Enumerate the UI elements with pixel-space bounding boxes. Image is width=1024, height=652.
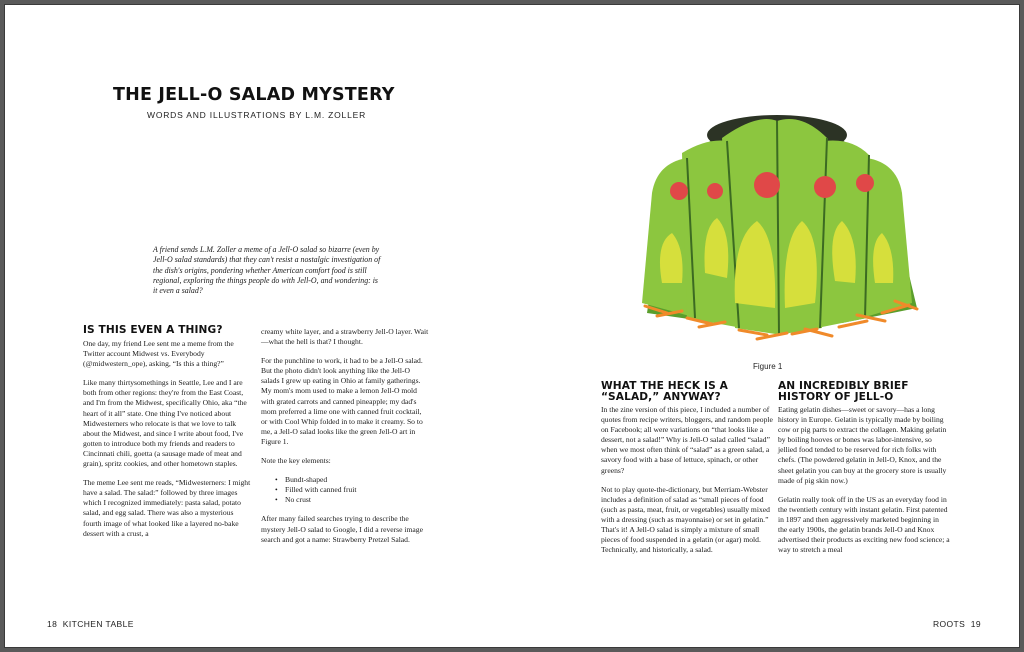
list-item: • No crust — [275, 495, 429, 505]
section-label: KITCHEN TABLE — [62, 619, 134, 629]
figure-caption: Figure 1 — [753, 362, 783, 371]
paragraph: After many failed searches trying to describe the mystery Jell-O salad to Google, I did a reverse image search and got a name: Strawberry Pretzel Salad. — [261, 514, 423, 544]
magazine-spread — [4, 4, 1020, 648]
article-deck: A friend sends L.M. Zoller a meme of a Jell-O salad so bizarre (even by Jell-O salad standards) that they can't resist a nostalgic investigation of the dish's origins, pondering whether American comfort food is still regional, exploring the things people do with Jell-O, and wondering: is it even a salad? — [153, 245, 381, 296]
paragraph: For the punchline to work, it had to be a Jell-O salad. But the photo didn't look anything like the Jell-O salads I grew up eating in Ohio at family gatherings. My mom's mom used to make a lemon Jell-O mold with grated carrots and canned pineapple; my dad's mom preferred a lime one with canned fruit cocktail, or with Cool Whip folded in to make it creamy. So to me, a Jell-O salad looks like the green Jell-O art in Figure 1. — [261, 356, 423, 446]
paragraph: One day, my friend Lee sent me a meme from the Twitter account Midwest vs. Everybody (@midwestern_ope), asking, “Is this a thing?” — [83, 339, 234, 369]
paragraph: Eating gelatin dishes—sweet or savory—has a long history in Europe. Gelatin is typically made by boiling cow or pig parts to extract the collagen. Making gelatin by boiling hooves or bones was labor-intensive, so jellied food tended to be reserved for rich folks with chefs. (The powdered gelatin in Jell-O, Knox, and the sheet gelatin you can buy at the grocery store is usually made of pig skin now.) — [778, 405, 947, 485]
list-item: • Bundt-shaped — [275, 475, 429, 485]
jello-mold-illustration — [627, 103, 927, 347]
list-item: • Filled with canned fruit — [275, 485, 429, 495]
body-column-2 — [261, 327, 429, 554]
left-page-footer — [47, 619, 134, 629]
page-number: 18 — [47, 619, 58, 629]
paragraph: Not to play quote-the-dictionary, but Merriam-Webster includes a definition of salad as “small pieces of food (such as pasta, meat, fruit, or vegetables) usually mixed with a dressing (such as mayonnaise) or set in gelatin.” That's it! A Jell-O salad is simply a mixture of small pieces of food suspended in a gelatin (or agar) mold. Technically, and historically, a salad. — [601, 484, 770, 555]
page-number: 19 — [970, 619, 981, 629]
body-column-3 — [601, 405, 773, 564]
paragraph: In the zine version of this piece, I included a number of quotes from recipe writers, bloggers, and random people on Facebook; all were variations on “that looks like a dessert, not a salad!” Why is Jell-O salad called “salad” when we most often think of “salad” as a green salad, a savory food with a base of lettuce, spinach, or other greens? — [601, 405, 773, 475]
paragraph: Like many thirtysomethings in Seattle, Lee and I are both from other regions: they're from the East Coast, and I'm from the Midwest, specifically Ohio, aka “the heart of it all” state. One thing I've noticed about Midwesterners who relocate is that we love to talk about the Midwest, and since I write about food, I've gotten to introduce both my friends and readers to Cincinnati chili, goetta (a sausage made of meat and grain), spritz cookies, and other hometown staples. — [83, 378, 247, 469]
paragraph: Gelatin really took off in the US as an everyday food in the twentieth century with instant gelatin. First patented in 1897 and then aggressively marketed beginning in the early 1900s, the gelatin brands Jell-O and Knox advertised their products as exciting new food science; a way to stretch a meal — [778, 494, 950, 555]
section-heading-what-is-a-salad: WHAT THE HECK IS A “SALAD,” ANYWAY? — [601, 380, 728, 403]
body-column-4 — [778, 405, 950, 564]
byline: WORDS AND ILLUSTRATIONS BY L.M. ZOLLER — [147, 110, 367, 120]
section-label: ROOTS — [932, 619, 966, 629]
article-title: THE JELL-O SALAD MYSTERY — [113, 85, 395, 105]
key-elements-list — [275, 475, 429, 505]
paragraph: creamy white layer, and a strawberry Jell-O layer. Wait—what the hell is that? I thought. — [261, 327, 429, 347]
section-heading-is-this-a-thing: IS THIS EVEN A THING? — [83, 324, 223, 336]
paragraph: Note the key elements: — [261, 456, 331, 466]
body-column-1 — [83, 339, 253, 548]
right-page-footer — [933, 619, 981, 629]
paragraph: The meme Lee sent me reads, “Midwesterners: I might have a salad. The salad:” followed by three images which I recognized immediately: pasta salad, potato salad, and egg salad. There was also a mysterious fourth image of what looked like a layered no-bake dessert with a crust, a — [83, 478, 251, 538]
section-heading-history-of-jello: AN INCREDIBLY BRIEF HISTORY OF JELL-O — [778, 380, 909, 403]
